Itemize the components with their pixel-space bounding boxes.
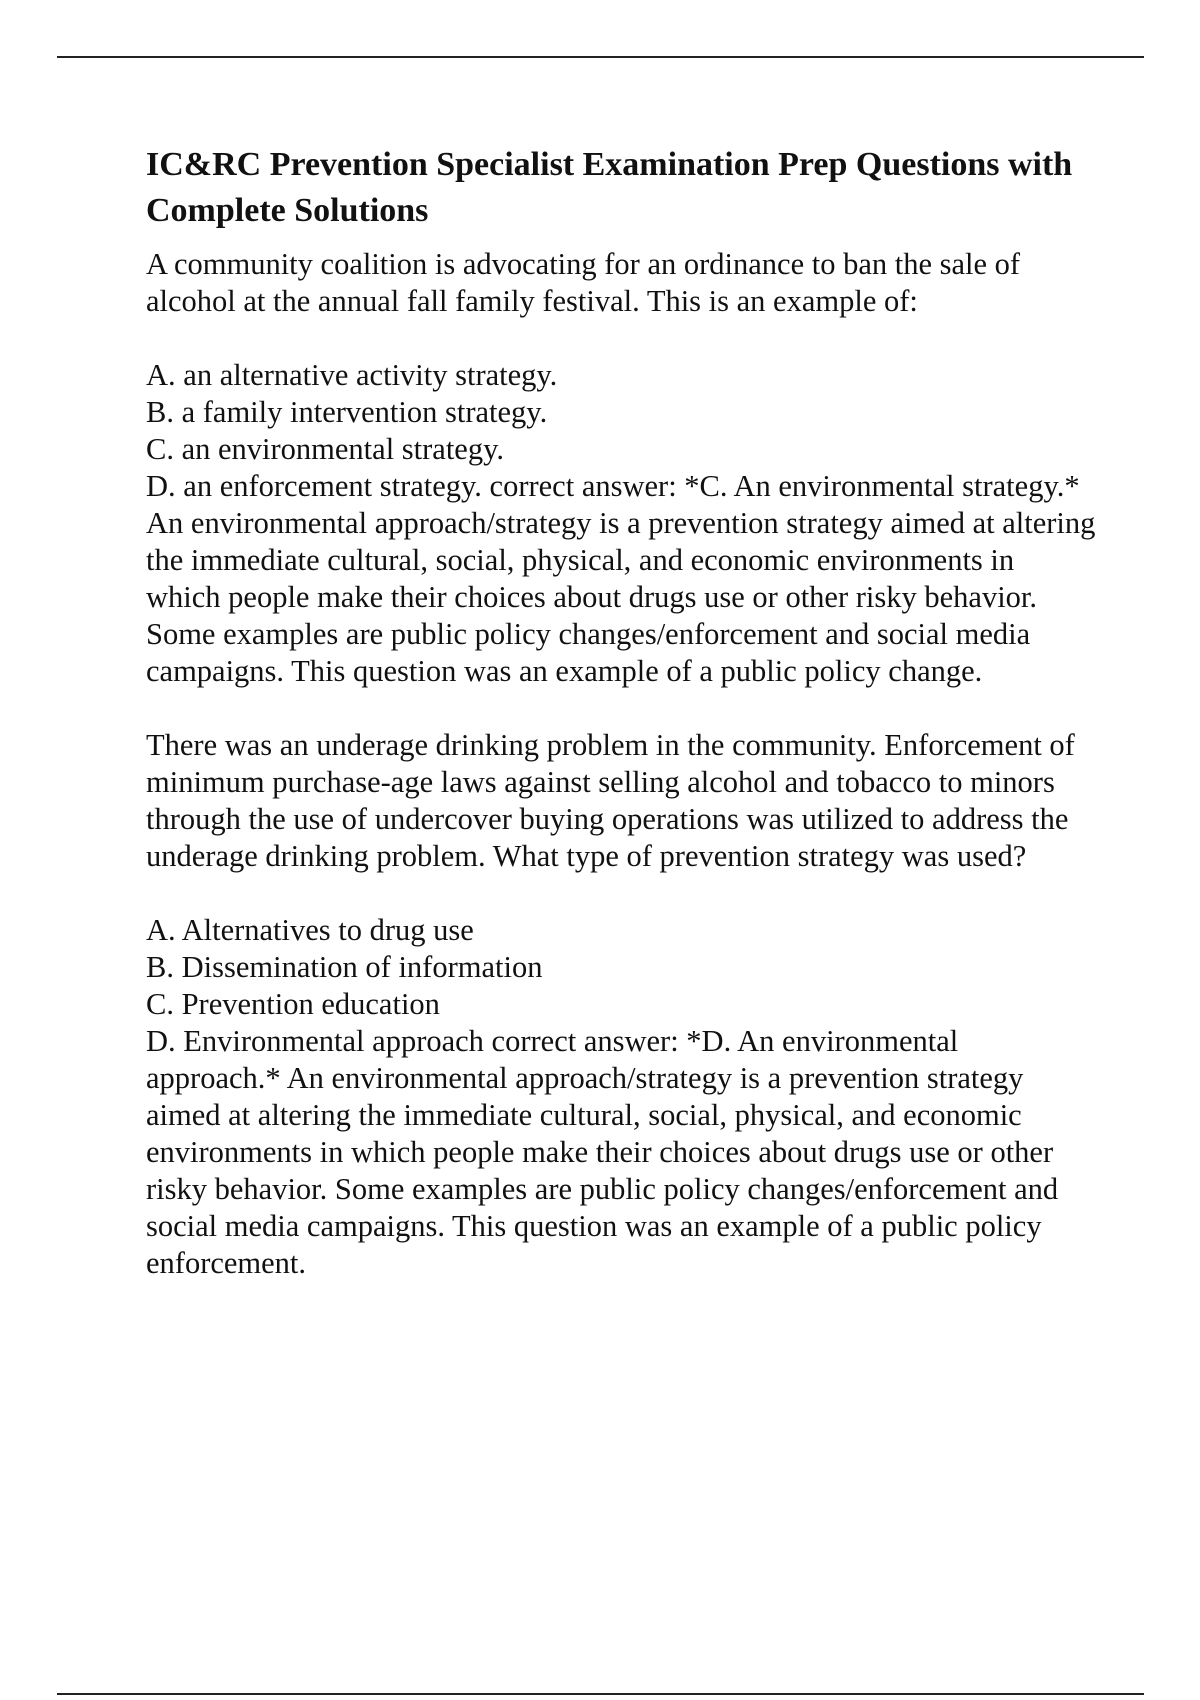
document-title: IC&RC Prevention Specialist Examination Prep Questions with Complete Solutions — [146, 146, 1073, 229]
question-1-prompt: A community coalition is advocating for an ordinance to ban the sale of alcohol at the annual fall family festival. This is an example of: — [146, 247, 1021, 318]
document-body — [146, 142, 1096, 1282]
spacer — [146, 875, 1096, 912]
question-2-option-d-answer: D. Environmental approach correct answer: *D. An environmental approach.* An environmental approach/strategy is a prevention strategy aimed at altering the immediate cultural, social, physical, and economic environments in which people make their choices about drugs use or other risky behavior. Some examples are public policy changes/enforcement and social media campaigns. This question was an example of a public policy enforcement. — [146, 1024, 1059, 1280]
question-1 — [146, 246, 1096, 690]
question-2-option-c: C. Prevention education — [146, 987, 440, 1021]
question-1-option-d-answer: D. an enforcement strategy. correct answer: *C. An environmental strategy.* An environmental approach/strategy is a prevention strategy aimed at altering the immediate cultural, social, physical, and economic environments in which people make their choices about drugs use or other risky behavior. Some examples are public policy changes/enforcement and social media campaigns. This question was an example of a public policy change. — [146, 469, 1096, 688]
question-1-option-a: A. an alternative activity strategy. — [146, 358, 558, 392]
spacer — [146, 690, 1096, 727]
question-2-option-a: A. Alternatives to drug use — [146, 913, 474, 947]
question-2 — [146, 727, 1096, 1282]
bottom-rule — [57, 1693, 1144, 1695]
question-2-prompt: There was an underage drinking problem in the community. Enforcement of minimum purchase-age laws against selling alcohol and tobacco to minors through the use of undercover buying operations was utilized to address the underage drinking problem. What type of prevention strategy was used? — [146, 728, 1075, 873]
question-1-option-b: B. a family intervention strategy. — [146, 395, 548, 429]
spacer — [146, 320, 1096, 357]
question-1-option-c: C. an environmental strategy. — [146, 432, 504, 466]
question-2-option-b: B. Dissemination of information — [146, 950, 543, 984]
top-rule — [57, 56, 1144, 58]
